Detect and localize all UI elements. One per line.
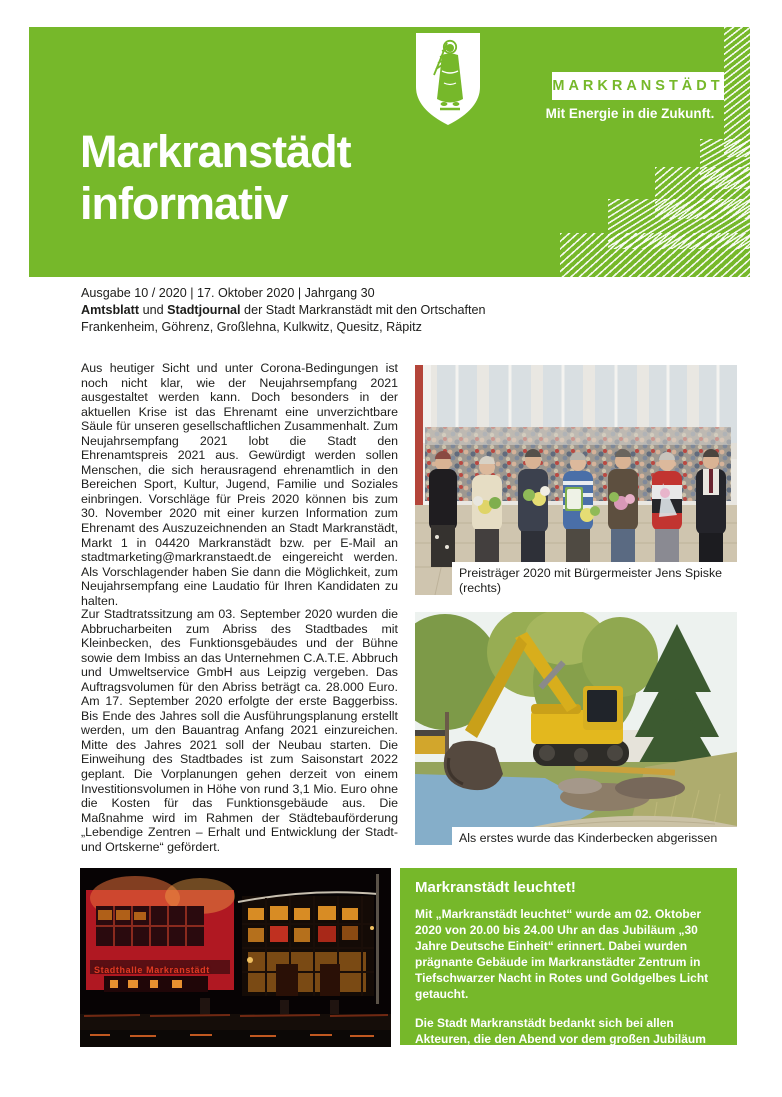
article-ehrenamtspreis bbox=[81, 361, 398, 608]
issue-line-text: der Stadt Markranstädt mit den Ortschaften bbox=[240, 302, 486, 317]
highlight-box-paragraph-1: Mit „Markranstädt leuchtet“ wurde am 02. Oktober 2020 von 20.00 bis 24.00 Uhr an das Jubiläum „30 Jahre Deutsche Einheit“ erinnert. Dabei wurden prägnante Gebäude im Markranstädter Zentrum in Tiefschwarzer Nacht in Rotes und Goldgelbes Licht getaucht. bbox=[415, 907, 709, 1001]
photo-stadthalle-nacht bbox=[80, 868, 391, 1047]
newsletter-title bbox=[80, 126, 351, 230]
photo-baggerbiss-caption: Als erstes wurde das Kinderbecken abgerissen bbox=[452, 827, 744, 848]
article-stadtbad-abriss bbox=[81, 607, 398, 854]
article-stadtbad-abriss-text: Zur Stadtratssitzung am 03. September 2020 wurden die Abbrucharbeiten zum Abriss des Stadtbades mit Kleinbecken, des Funktionsgebäudes und der Bühne sowie dem Imbiss an das Unternehmen C.A.T.E. Abbruch und Umweltservice GmbH aus Leipzig vergeben. Das Auftragsvolumen für den Abriss beträgt ca. 28.000 Euro. Am 17. September 2020 erfolgte der erste Baggerbiss. Bis Ende des Jahres soll die Ausführungsplanung erstellt werden, um den Bauantrag Anfang 2021 einzureichen. Mitte des Jahres 2021 soll der Neubau starten. Die Einweihung des Stadtbades ist zum Saisonstart 2022 geplant. Die Vorplanungen gehen derzeit von einem Investitionsvolumen in Höhe von rund 3,1 Mio. Euro ohne die Kosten für das Funktionsgebäude aus. Die Maßnahme wird im Rahmen der Städtebauförderung „Lebendige Zentren – Erhalt und Entwicklung der Stadt- und Ortskerne“ gefördert. bbox=[81, 607, 398, 854]
newsletter-title-line2: informativ bbox=[80, 178, 288, 229]
diagonal-hatch-decoration bbox=[560, 233, 750, 277]
issue-stadtjournal-label: Stadtjournal bbox=[167, 302, 241, 317]
highlight-box-paragraph-2: Die Stadt Markranstädt bedankt sich bei allen Akteuren, die den Abend vor dem großen Jubiläum zu einem ganz besonderen Abend werden ließen. bbox=[415, 1016, 706, 1062]
photo-preistraeger-caption: Preisträger 2020 mit Bürgermeister Jens Spiske (rechts) bbox=[452, 562, 744, 598]
photo-preistraeger bbox=[415, 365, 737, 595]
masthead-banner bbox=[29, 27, 750, 277]
city-crest-icon bbox=[414, 31, 482, 127]
issue-amtsblatt-label: Amtsblatt bbox=[81, 302, 140, 317]
issue-line-text: und bbox=[139, 302, 168, 317]
issue-line: Ausgabe 10 / 2020 | 17. Oktober 2020 | Jahrgang 30 bbox=[81, 286, 375, 300]
brand-logo bbox=[552, 72, 724, 100]
article-ehrenamtspreis-text: Aus heutiger Sicht und unter Corona-Bedingungen ist noch nicht klar, wie der Neujahrsempfang 2021 ausgestaltet werden kann. Doch besonders in der aktuellen Krise ist das Ehrenamt eine unverzichtbare Säule für unseren gesellschaftlichen Zusammenhalt. Zum Neujahrsempfang 2021 lobt die Stadt den Ehrenamtspreis 2021 aus. Gewürdigt werden sollen Menschen, die sich herausragend ehrenamtlich in den Bereichen Sport, Kultur, Jugend, Familie und Soziales einbringen. Vorschläge für Preis 2020 können bis zum 30. November 2020 mit einer kurzen Information zum Ehrenamt des Auszuzeichnenden an Stadt Markranstädt, Markt 1 in 04420 Markranstädt bzw. per E-Mail an stadtmarketing@markranstaedt.de eingereicht werden. Als Vorschlagender haben Sie dann die Möglichkeit, zum Neujahrsempfang eine Laudatio für Ihren Kandidaten zu halten. bbox=[81, 361, 398, 608]
brand-tagline: Mit Energie in die Zukunft. bbox=[545, 106, 715, 121]
photo-baggerbiss bbox=[415, 612, 737, 845]
newsletter-title-line1: Markranstädt bbox=[80, 126, 351, 177]
diagonal-hatch-decoration bbox=[724, 27, 750, 157]
stadthalle-sign-text: Stadthalle Markranstädt bbox=[94, 965, 210, 975]
brand-logo-text: MARKRANSTÄDT bbox=[552, 78, 724, 94]
highlight-box-title: Markranstädt leuchtet! bbox=[415, 879, 576, 896]
highlight-box-leuchtet bbox=[400, 868, 737, 1062]
issue-districts: Frankenheim, Göhrenz, Großlehna, Kulkwitz, Quesitz, Räpitz bbox=[81, 319, 422, 334]
issue-info bbox=[81, 285, 486, 335]
issue-line bbox=[81, 302, 486, 319]
